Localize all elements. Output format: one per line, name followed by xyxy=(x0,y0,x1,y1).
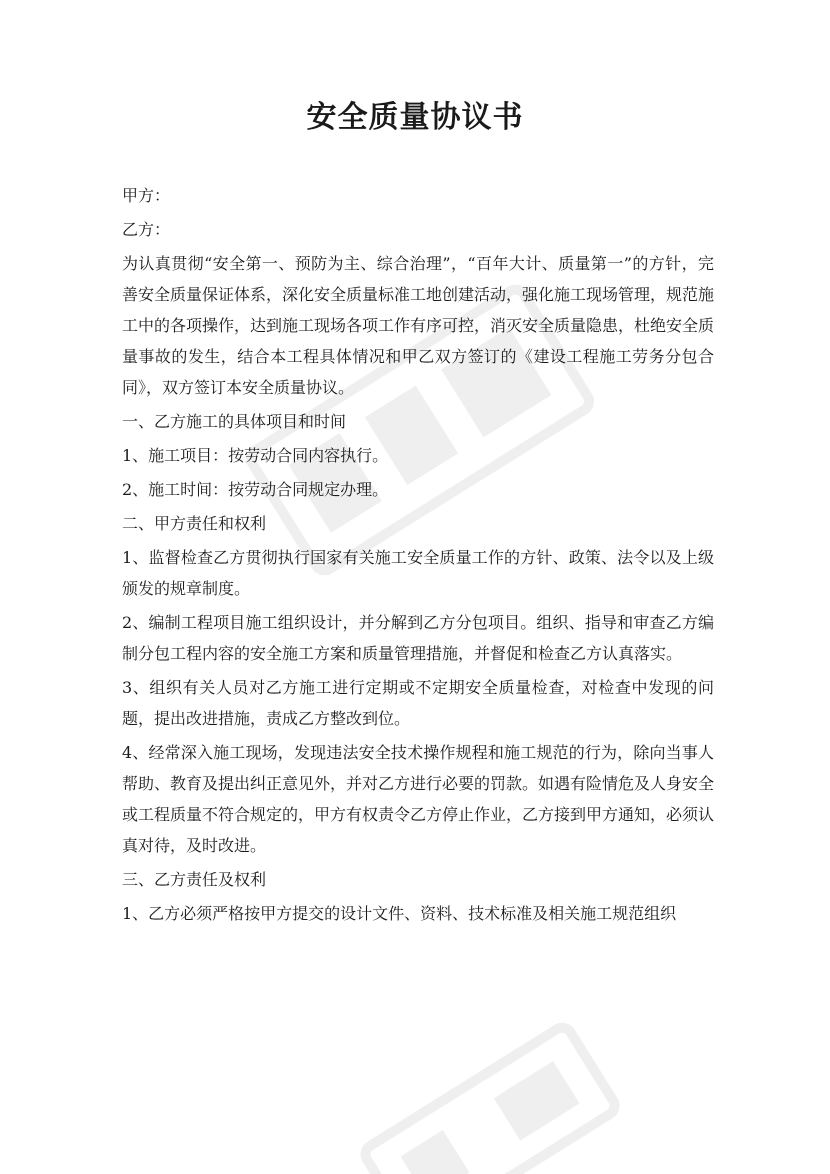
party-a-line: 甲方： xyxy=(122,186,171,205)
section-heading: 二、甲方责任和权利 xyxy=(122,514,267,533)
clause-paragraph: 1、监督检查乙方贯彻执行国家有关施工安全质量工作的方针、政策、法令以及上级颁发的规章制度。 xyxy=(122,548,714,598)
page-title: 安全质量协议书 xyxy=(306,100,524,135)
section-heading: 一、乙方施工的具体项目和时间 xyxy=(122,412,347,431)
section-heading: 三、乙方责任及权利 xyxy=(122,870,267,889)
clause-paragraph: 2、施工时间：按劳动合同规定办理。 xyxy=(122,480,389,499)
preamble-paragraph: 为认真贯彻“安全第一、预防为主、综合治理”，“百年大计、质量第一”的方针，完善安全质量保证体系，深化安全质量标准工地创建活动，强化施工现场管理，规范施工中的各项操作，达到施工现场各项工作有序可控，消灭安全质量隐患，杜绝安全质量事故的发生，结合本工程具体情况和甲乙双方签订的《建设工程施工劳务分包合同》，双方签订本安全质量协议。 xyxy=(122,254,715,397)
clause-paragraph: 1、施工项目：按劳动合同内容执行。 xyxy=(122,446,389,465)
watermark-icon xyxy=(343,1002,638,1174)
clause-paragraph: 2、编制工程项目施工组织设计，并分解到乙方分包项目。组织、指导和审查乙方编制分包工程内容的安全施工方案和质量管理措施，并督促和检查乙方认真落实。 xyxy=(122,613,714,663)
party-b-line: 乙方： xyxy=(122,220,171,239)
document-body xyxy=(122,180,714,932)
clause-paragraph: 4、经常深入施工现场，发现违法安全技术操作规程和施工规范的行为，除向当事人帮助、教育及提出纠正意见外，并对乙方进行必要的罚款。如遇有险情危及人身安全或工程质量不符合规定的，甲方有权责令乙方停止作业，乙方接到甲方通知，必须认真对待，及时改进。 xyxy=(122,743,715,855)
clause-paragraph: 3、组织有关人员对乙方施工进行定期或不定期安全质量检查，对检查中发现的问题，提出改进措施，责成乙方整改到位。 xyxy=(122,678,714,728)
clause-paragraph: 1、乙方必须严格按甲方提交的设计文件、资料、技术标准及相关施工规范组织 xyxy=(122,904,677,923)
